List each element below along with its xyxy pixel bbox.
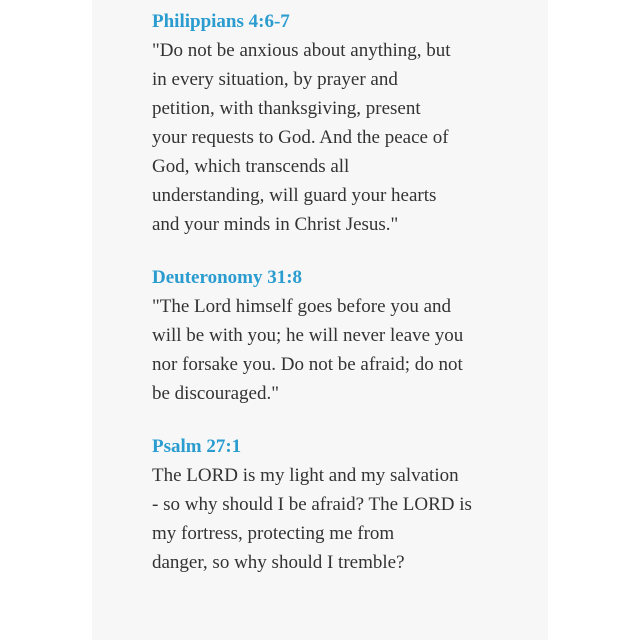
verse-philippians — [152, 8, 532, 239]
verse-line: will be with you; he will never leave you — [152, 325, 464, 346]
verse-line: be discouraged." — [152, 383, 279, 404]
verse-line: in every situation, by prayer and — [152, 69, 398, 90]
verse-list — [152, 8, 532, 602]
verse-line: and your minds in Christ Jesus." — [152, 214, 399, 235]
verse-reference: Psalm 27:1 — [152, 436, 242, 457]
verse-line: God, which transcends all — [152, 156, 350, 177]
verse-line: petition, with thanksgiving, present — [152, 98, 421, 119]
verse-line: The LORD is my light and my salvation — [152, 465, 459, 486]
verse-psalm — [152, 433, 532, 577]
verse-line: "The Lord himself goes before you and — [152, 296, 451, 317]
verse-reference: Philippians 4:6-7 — [152, 11, 290, 32]
verse-line: understanding, will guard your hearts — [152, 185, 437, 206]
verse-reference: Deuteronomy 31:8 — [152, 267, 303, 288]
verse-line: "Do not be anxious about anything, but — [152, 40, 451, 61]
verse-line: nor forsake you. Do not be afraid; do not — [152, 354, 463, 375]
verse-line: - so why should I be afraid? The LORD is — [152, 494, 472, 515]
verse-line: danger, so why should I tremble? — [152, 552, 405, 573]
verse-deuteronomy — [152, 264, 532, 408]
verse-line: your requests to God. And the peace of — [152, 127, 449, 148]
verse-line: my fortress, protecting me from — [152, 523, 395, 544]
